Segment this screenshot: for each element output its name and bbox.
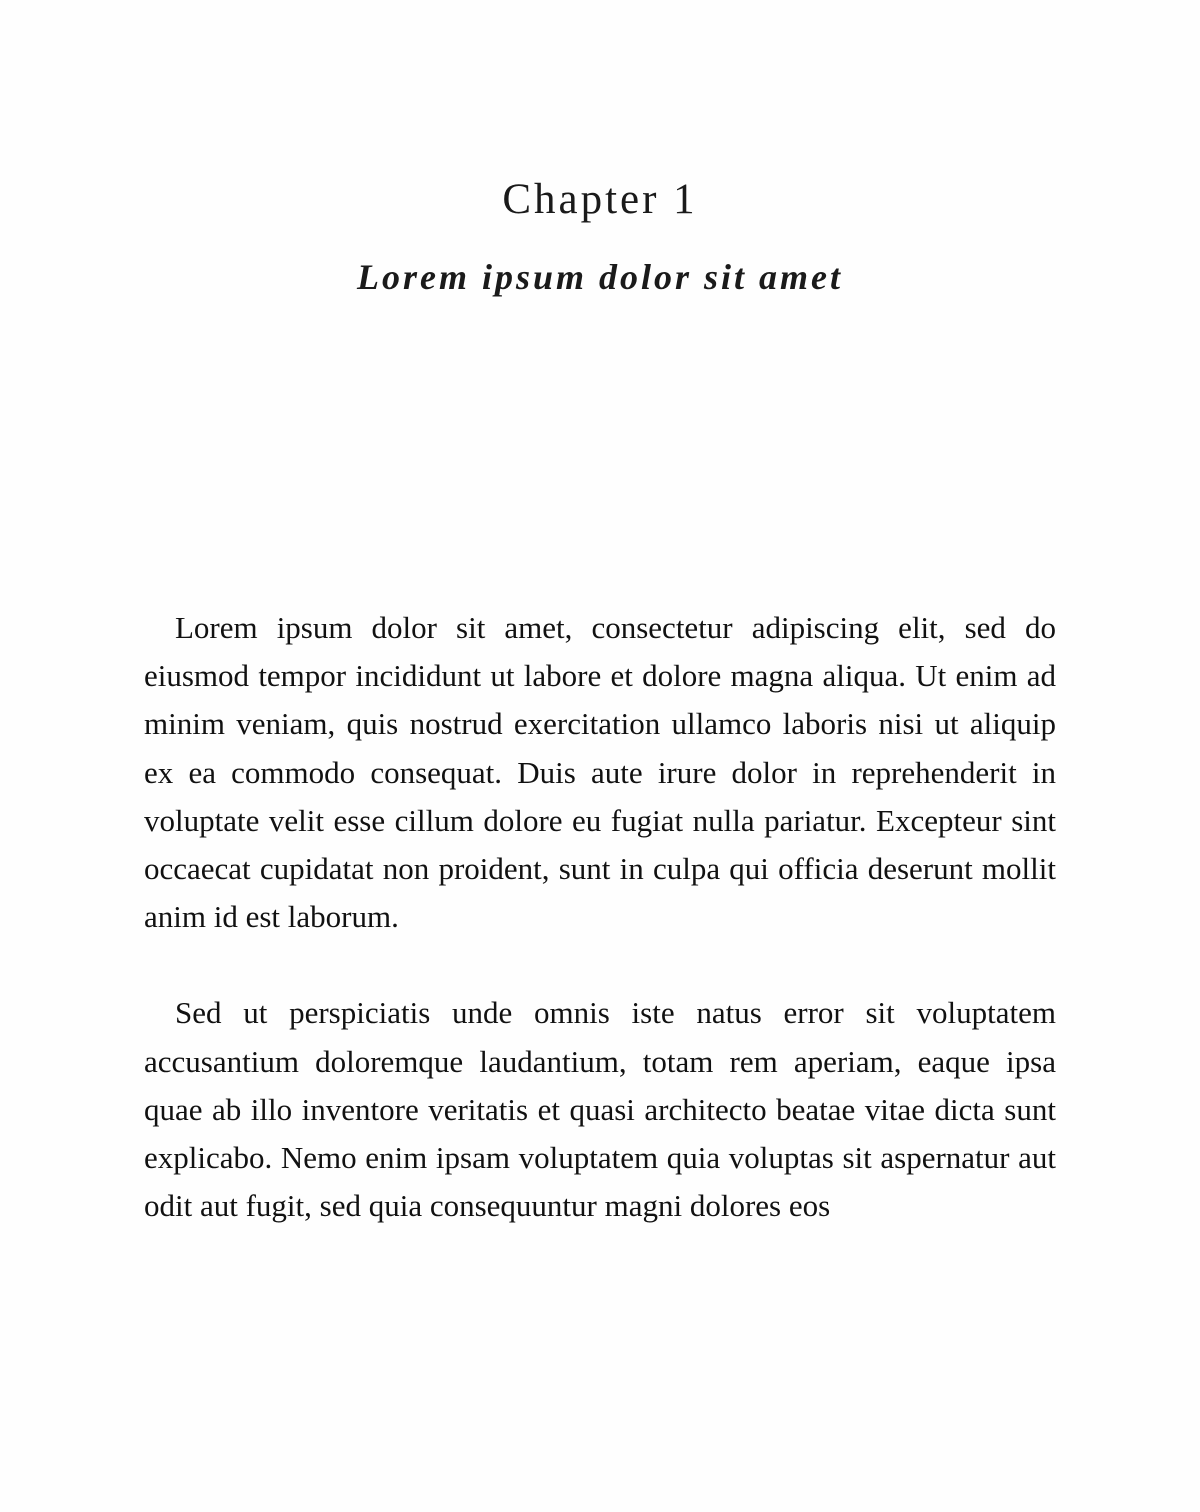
- paragraph-1: Lorem ipsum dolor sit amet, consectetur adipiscing elit, sed do eiusmod tempor incididunt ut labore et dolore magna aliqua. Ut enim ad minim veniam, quis nostrud exercitation ullamco laboris nisi ut aliquip ex ea commodo consequat. Duis aute irure dolor in reprehenderit in voluptate velit esse cillum dolore eu fugiat nulla pariatur. Excepteur sint occaecat cupidatat non proident, sunt in culpa qui officia deserunt mollit anim id est laborum.: [144, 610, 1056, 935]
- chapter-body: [144, 604, 1056, 1230]
- paragraph-2: Sed ut perspiciatis unde omnis iste natus error sit voluptatem accusantium doloremque laudantium, totam rem aperiam, eaque ipsa quae ab illo inventore veritatis et quasi architecto beatae vitae dicta sunt explicabo. Nemo enim ipsam voluptatem quia voluptas sit aspernatur aut odit aut fugit, sed quia consequuntur magni dolores eos: [144, 995, 1056, 1224]
- chapter-subtitle: Lorem ipsum dolor sit amet: [356, 257, 844, 297]
- chapter-title: Chapter 1: [502, 176, 698, 223]
